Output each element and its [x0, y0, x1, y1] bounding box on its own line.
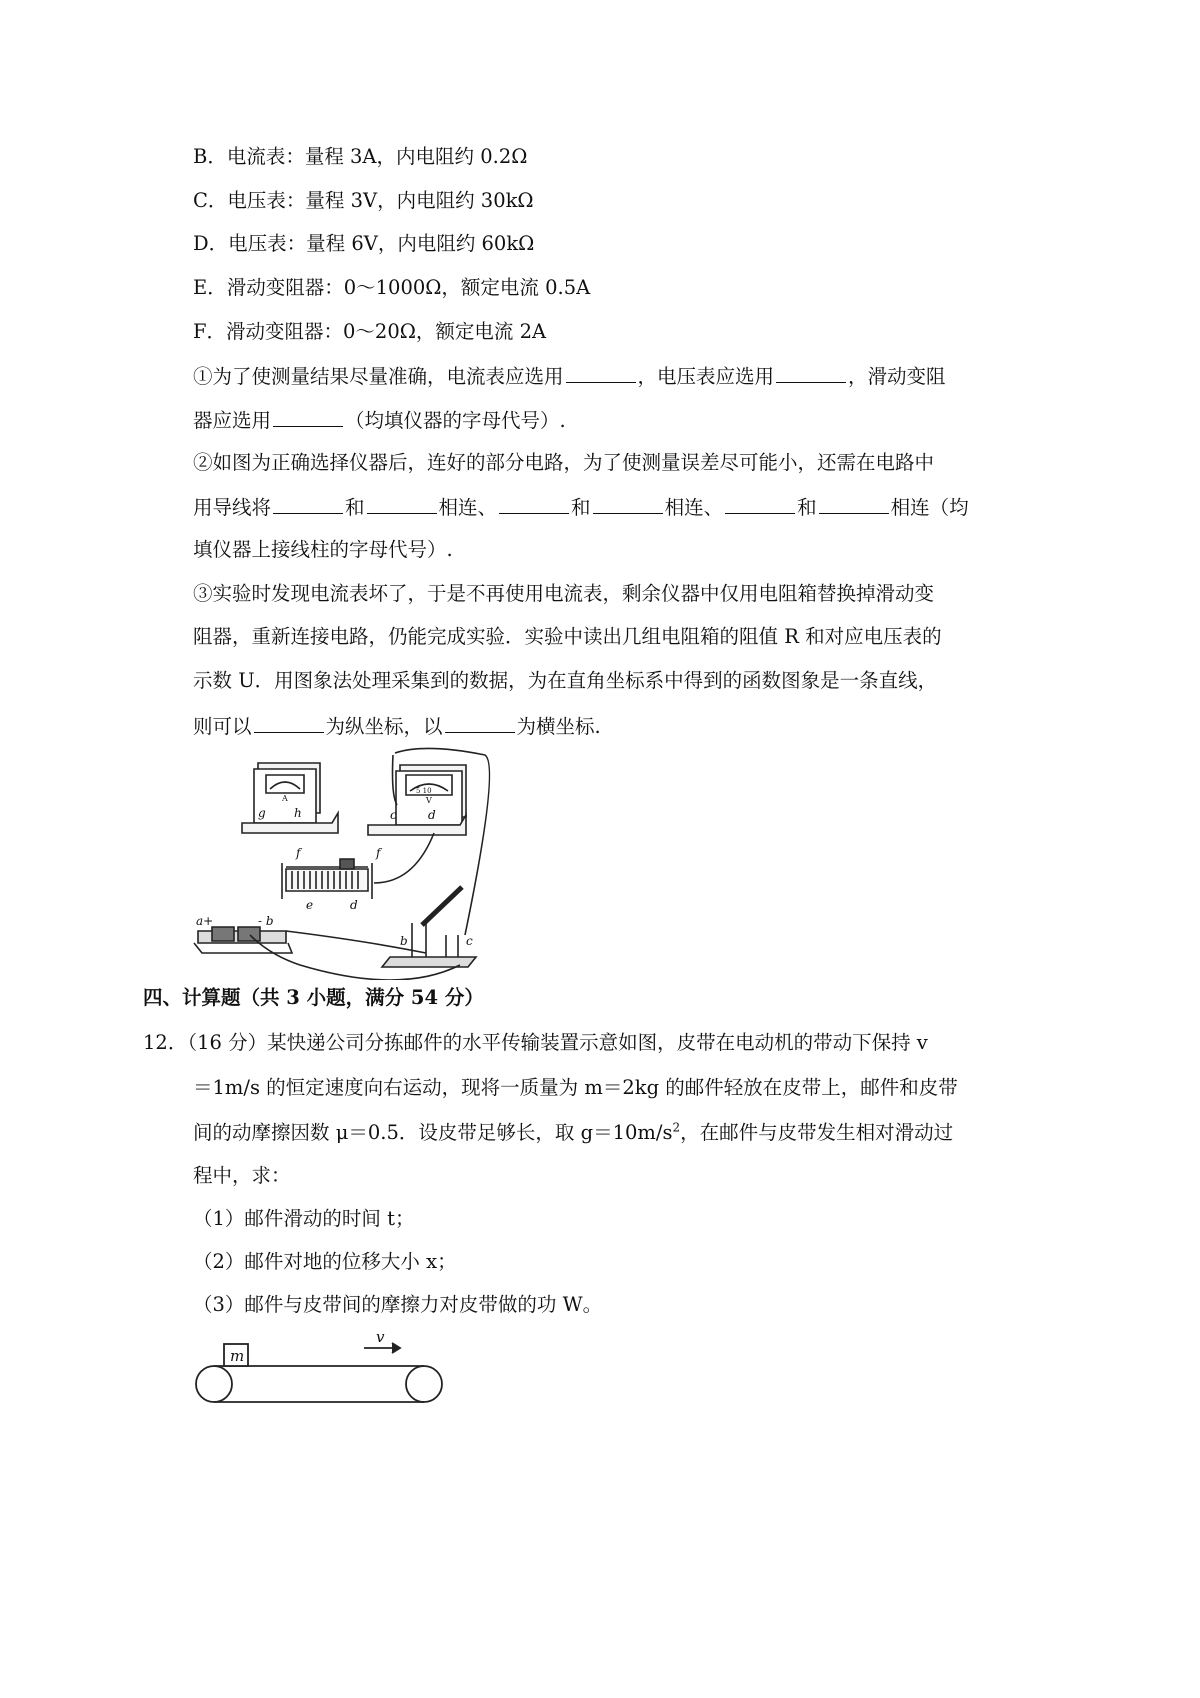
q2-connect-last: 相连（均	[890, 496, 969, 519]
option-d: D．电压表：量程 6V，内电阻约 60kΩ	[193, 232, 535, 255]
q3-text-b: 为纵坐标，以	[325, 715, 443, 738]
q2-line1: ②如图为正确选择仪器后，连好的部分电路，为了使测量误差尽可能小，还需在电路中	[193, 451, 935, 474]
velocity-label: v	[376, 1328, 385, 1346]
q3-text-a: 则可以	[193, 715, 252, 738]
q1-text-d: 器应选用	[193, 409, 272, 432]
option-e: E．滑动变阻器：0～1000Ω，额定电流 0.5A	[193, 276, 591, 299]
label-b: - b	[258, 914, 274, 928]
q12-line1: 12．（16 分）某快递公司分拣邮件的水平传输装置示意如图，皮带在电动机的带动下保持 v	[143, 1031, 928, 1054]
q1-line2	[193, 406, 566, 434]
label-f1: f	[296, 846, 301, 860]
q2-line3: 填仪器上接线柱的字母代号）.	[193, 538, 453, 561]
q1-line1	[193, 362, 946, 390]
label-h: h	[294, 806, 302, 820]
q1-text-b: ，电压表应选用	[637, 365, 775, 388]
label-c2: c	[466, 934, 473, 948]
answer-blank[interactable]	[593, 493, 663, 514]
q12-text-a: 间的动摩擦因数 μ＝0.5．设皮带足够长，取 g＝10m/s	[193, 1121, 673, 1144]
q1-text-e: （均填仪器的字母代号）.	[345, 409, 566, 432]
label-c: c	[390, 808, 397, 822]
answer-blank[interactable]	[725, 493, 795, 514]
voltmeter-unit: V	[426, 796, 432, 805]
answer-blank[interactable]	[273, 493, 343, 514]
q12-text-b: ，在邮件与皮带发生相对滑动过	[680, 1121, 954, 1144]
q12-line3	[193, 1120, 953, 1146]
conveyor-belt-diagram	[192, 1328, 452, 1408]
q12-line2: ＝1m/s 的恒定速度向右运动，现将一质量为 m＝2kg 的邮件轻放在皮带上，邮件和皮带	[193, 1076, 958, 1099]
q2-and: 和	[797, 496, 817, 519]
section-title: 四、计算题（共 3 小题，满分 54 分）	[143, 986, 484, 1009]
label-e: e	[306, 898, 314, 912]
label-b2: b	[400, 934, 408, 948]
answer-blank[interactable]	[776, 362, 846, 383]
q3-text-c: 为横坐标.	[516, 715, 601, 738]
q2-connect: 相连、	[664, 496, 724, 519]
answer-blank[interactable]	[566, 362, 636, 383]
option-f: F．滑动变阻器：0～20Ω，额定电流 2A	[193, 320, 547, 343]
q3-line4	[193, 712, 601, 740]
label-a: a+	[196, 914, 214, 928]
q1-text-a: ①为了使测量结果尽量准确，电流表应选用	[193, 365, 564, 388]
answer-blank[interactable]	[254, 712, 324, 733]
q12-exponent: 2	[672, 1120, 681, 1135]
q12-line4: 程中，求：	[193, 1164, 291, 1187]
answer-blank[interactable]	[499, 493, 569, 514]
label-f2: f	[376, 846, 381, 860]
q1-text-c: ，滑动变阻	[848, 365, 946, 388]
voltmeter-scale: 5 10	[416, 787, 432, 795]
label-d2: d	[350, 898, 358, 912]
q2-and: 和	[571, 496, 591, 519]
q2-and: 和	[345, 496, 365, 519]
option-c: C．电压表：量程 3V，内电阻约 30kΩ	[193, 189, 534, 212]
mass-label: m	[230, 1347, 245, 1365]
q12-sub3: （3）邮件与皮带间的摩擦力对皮带做的功 W。	[193, 1293, 603, 1316]
q2-line2	[193, 493, 969, 521]
q3-line3: 示数 U．用图象法处理采集到的数据，为在直角坐标系中得到的函数图象是一条直线，	[193, 669, 938, 692]
label-d: d	[428, 808, 436, 822]
q3-line1: ③实验时发现电流表坏了，于是不再使用电流表，剩余仪器中仅用电阻箱替换掉滑动变	[193, 582, 935, 605]
answer-blank[interactable]	[273, 406, 343, 427]
q12-sub1: （1）邮件滑动的时间 t；	[193, 1207, 415, 1230]
q2-text-a: 用导线将	[193, 496, 272, 519]
answer-blank[interactable]	[367, 493, 437, 514]
q3-line2: 阻器，重新连接电路，仍能完成实验．实验中读出几组电阻箱的阻值 R 和对应电压表的	[193, 625, 942, 648]
q12-sub2: （2）邮件对地的位移大小 x；	[193, 1250, 457, 1273]
q2-connect: 相连、	[438, 496, 498, 519]
circuit-diagram	[190, 745, 510, 980]
ammeter-unit: A	[282, 794, 288, 803]
answer-blank[interactable]	[445, 712, 515, 733]
option-b: B．电流表：量程 3A，内电阻约 0.2Ω	[193, 145, 528, 168]
answer-blank[interactable]	[819, 493, 889, 514]
label-g: g	[258, 806, 266, 820]
